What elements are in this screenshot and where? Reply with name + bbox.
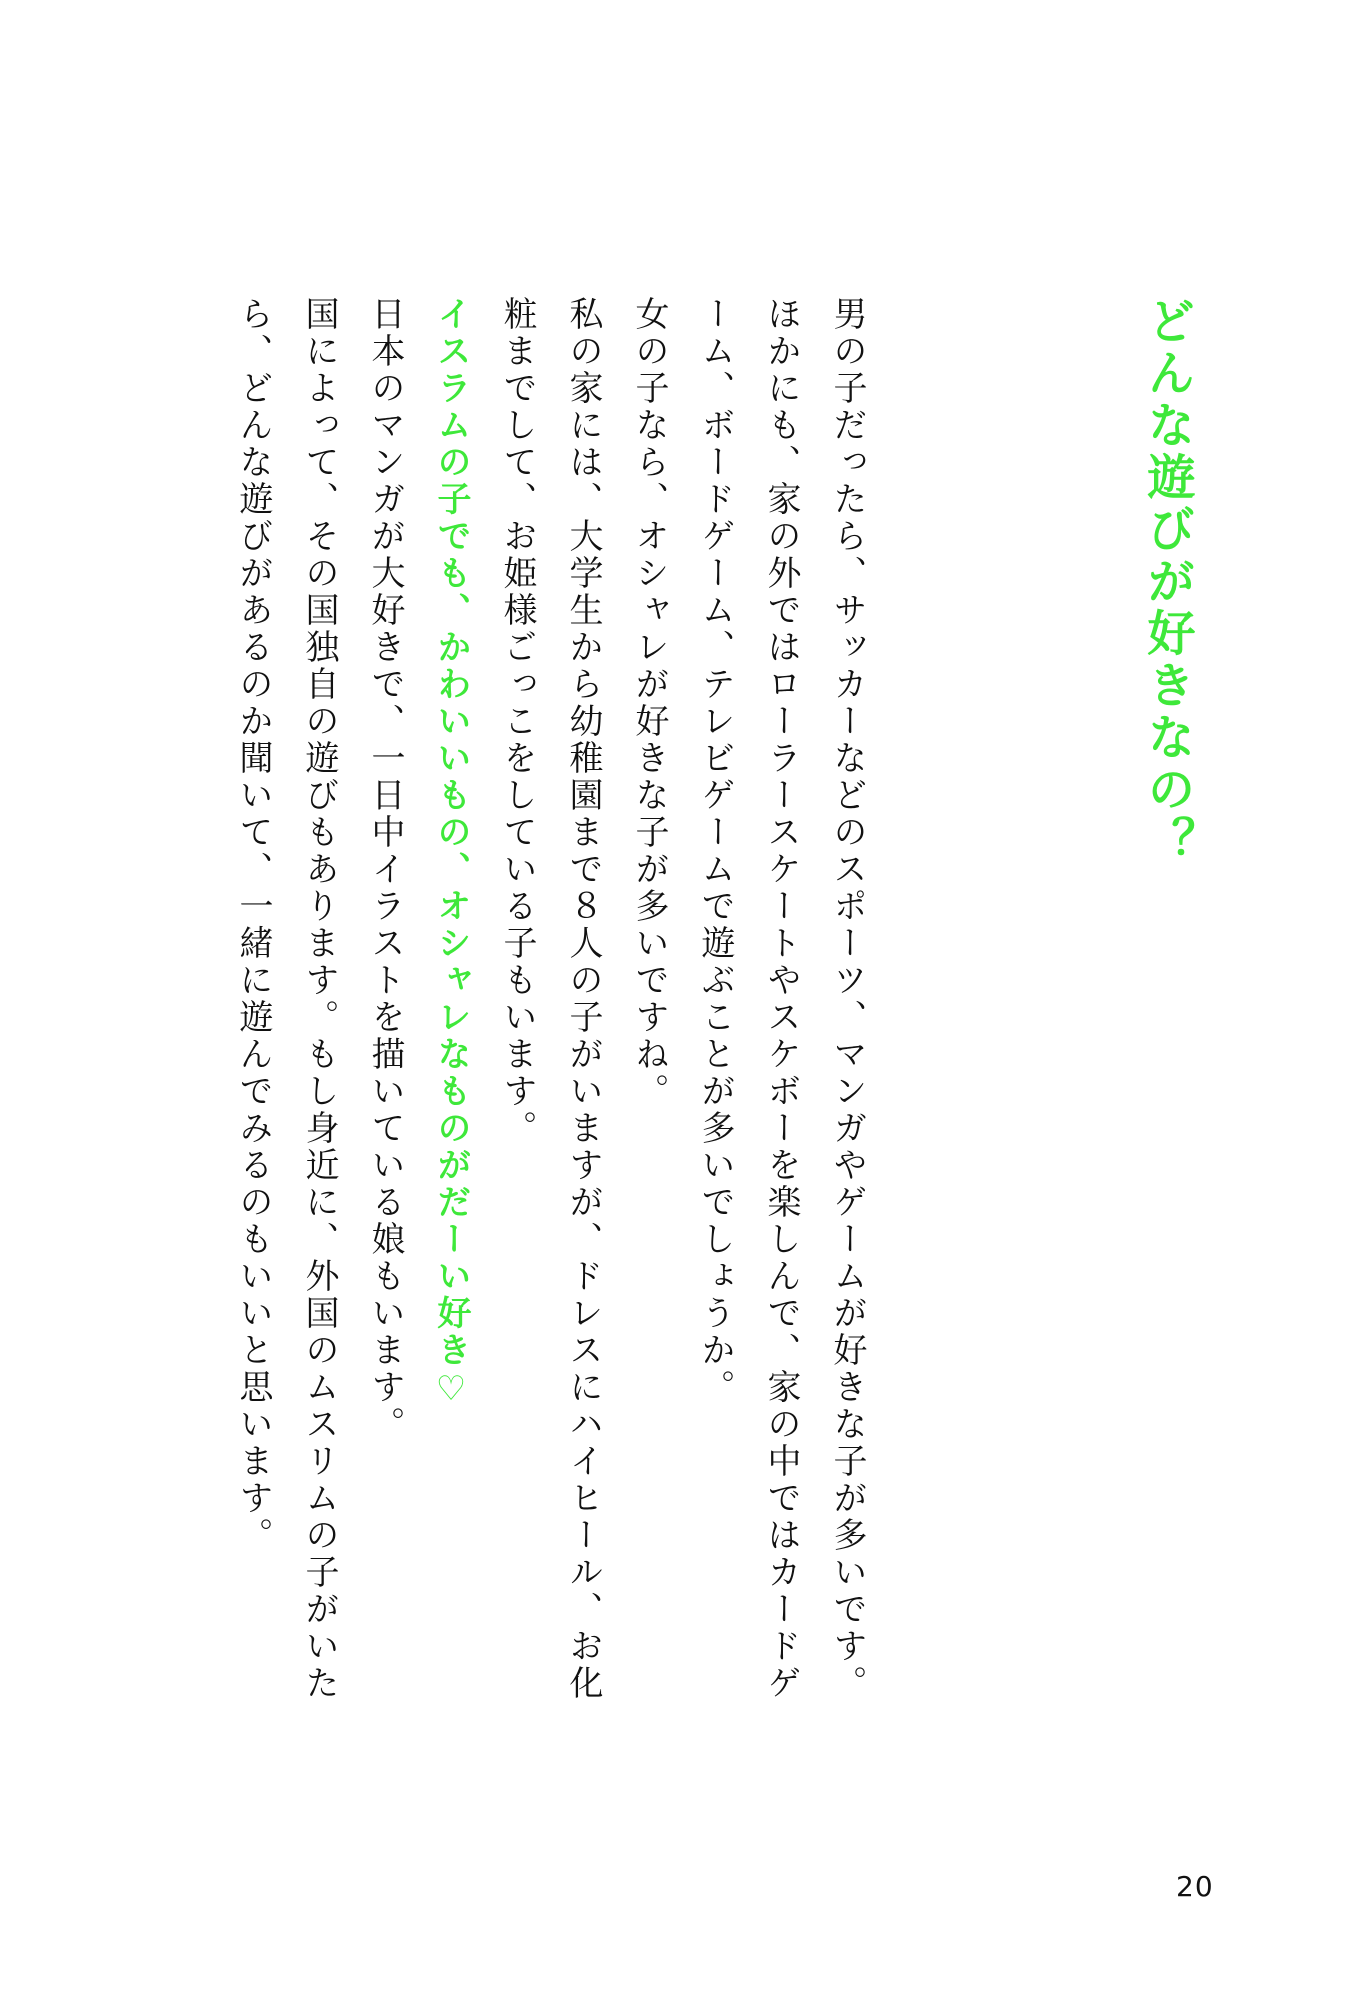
paragraph-5: 国によって、その国独自の遊びもあります。もし身近に、外国のムスリムの子がいたら、どんな遊びがあるのか聞いて、一緒に遊んでみるのもいいと思います。 xyxy=(233,296,339,1702)
highlight-text: イスラムの子でも、かわいいもの、オシャレなものがだーい好き xyxy=(431,296,471,1369)
paragraph-1: 男の子だったら、サッカーなどのスポーツ、マンガやゲームが好きな子が多いです。ほかにも、家の外ではローラースケートやスケボーを楽しんで、家の中ではカードゲーム、ボードゲーム、テレビゲームで遊ぶことが多いでしょうか。 xyxy=(695,296,867,1702)
paragraph-2: 女の子なら、オシャレが好きな子が多いですね。 xyxy=(629,296,669,1110)
paragraph-4: 日本のマンガが大好きで、一日中イラストを描いている娘もいます。 xyxy=(365,296,405,1443)
body-text xyxy=(180,296,880,1736)
heart-icon: ♡ xyxy=(431,1369,471,1412)
paragraph-3: 私の家には、大学生から幼稚園まで８人の子がいますが、ドレスにハイヒール、お化粧までして、お姫様ごっこをしている子もいます。 xyxy=(497,296,603,1702)
page-number: 20 xyxy=(1176,1870,1214,1903)
page-title: どんな遊びが好きなの？ xyxy=(1139,296,1195,868)
highlight-paragraph xyxy=(418,296,484,1736)
